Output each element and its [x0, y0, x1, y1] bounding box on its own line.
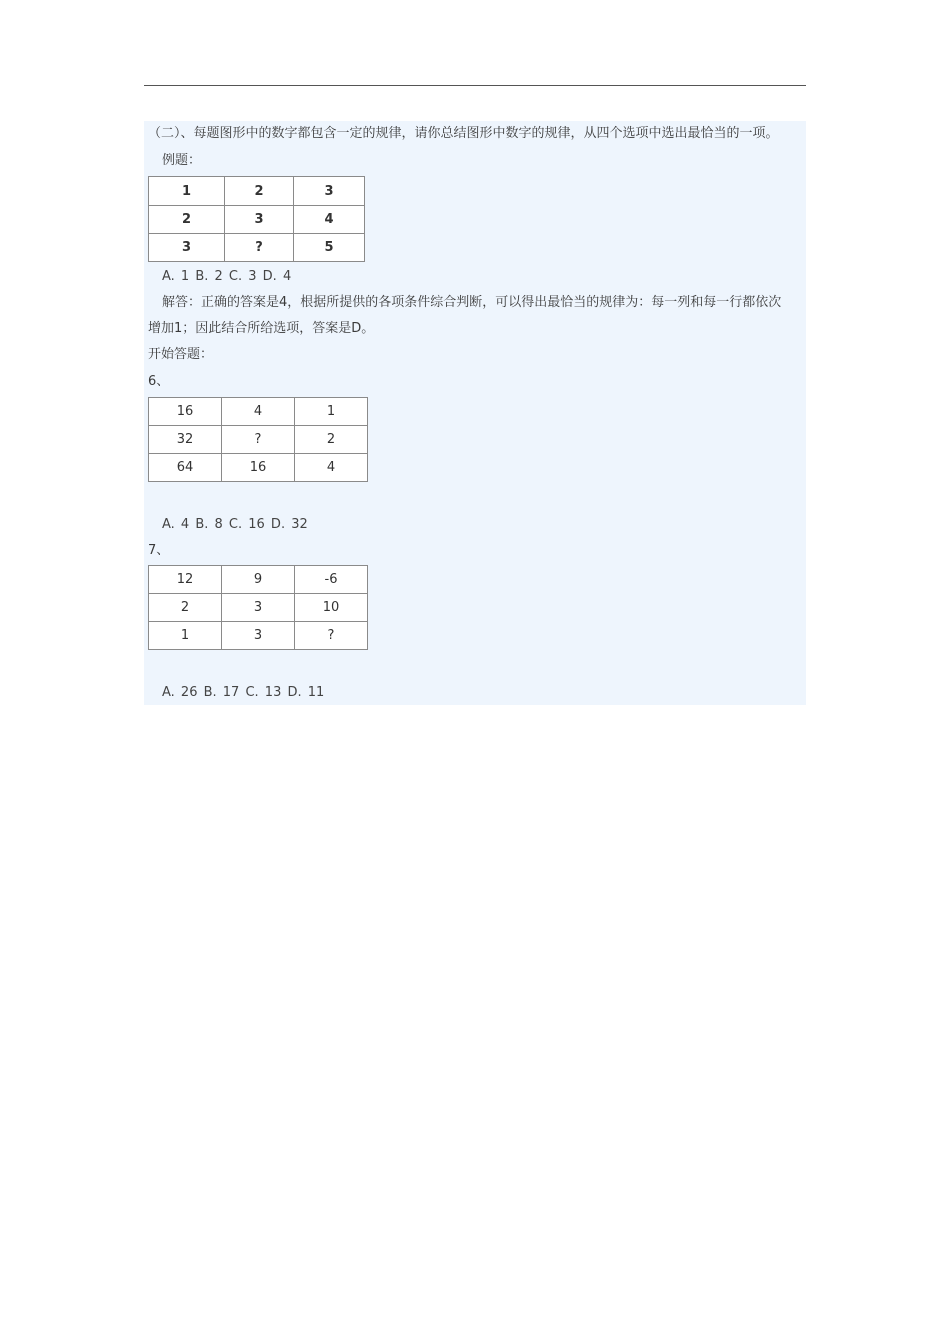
grid-cell: 16	[222, 454, 295, 482]
example-label: 例题：	[162, 153, 202, 168]
grid-cell: 9	[222, 566, 295, 594]
intro-text: （二）、每题图形中的数字都包含一定的规律，请你总结图形中数字的规律，从四个选项中选出最恰当的一项。	[148, 126, 779, 141]
table-row	[149, 398, 368, 426]
grid-cell: 12	[149, 566, 222, 594]
grid-cell: 1	[149, 622, 222, 650]
grid-cell: 64	[149, 454, 222, 482]
table-row	[149, 594, 368, 622]
question-6-grid	[148, 397, 368, 482]
table-row	[149, 426, 368, 454]
grid-cell: 4	[294, 206, 365, 234]
grid-cell: 2	[149, 206, 225, 234]
example-grid	[148, 176, 365, 262]
grid-cell: 5	[294, 234, 365, 262]
question-number: 6、	[148, 374, 170, 389]
table-row	[149, 206, 365, 234]
answer-line-2: 增加1；因此结合所给选项，答案是D。	[148, 321, 375, 336]
question-number: 7、	[148, 543, 170, 558]
grid-cell: 3	[294, 177, 365, 206]
grid-cell: 16	[149, 398, 222, 426]
table-row	[149, 177, 365, 206]
grid-cell: 3	[222, 622, 295, 650]
example-options: A. 1 B. 2 C. 3 D. 4	[162, 269, 292, 284]
table-row	[149, 454, 368, 482]
grid-cell: 3	[225, 206, 294, 234]
grid-cell: 2	[149, 594, 222, 622]
table-row	[149, 622, 368, 650]
grid-cell: 4	[295, 454, 368, 482]
grid-cell: ?	[295, 622, 368, 650]
grid-cell: 1	[149, 177, 225, 206]
grid-cell: 2	[295, 426, 368, 454]
start-label: 开始答题：	[148, 347, 214, 362]
grid-cell: 3	[222, 594, 295, 622]
grid-cell: 3	[149, 234, 225, 262]
grid-cell: 10	[295, 594, 368, 622]
table-row	[149, 234, 365, 262]
top-rule	[144, 85, 806, 86]
question-6-options: A. 4 B. 8 C. 16 D. 32	[162, 517, 308, 532]
table-row	[149, 566, 368, 594]
grid-cell: 4	[222, 398, 295, 426]
grid-cell: 2	[225, 177, 294, 206]
grid-cell: ?	[225, 234, 294, 262]
grid-cell: 32	[149, 426, 222, 454]
grid-cell: ?	[222, 426, 295, 454]
answer-line-1: 解答：正确的答案是4，根据所提供的各项条件综合判断，可以得出最恰当的规律为：每一列和每一行都依次	[162, 295, 782, 310]
question-7-options: A. 26 B. 17 C. 13 D. 11	[162, 685, 325, 700]
grid-cell: 1	[295, 398, 368, 426]
question-7-grid	[148, 565, 368, 650]
grid-cell: -6	[295, 566, 368, 594]
